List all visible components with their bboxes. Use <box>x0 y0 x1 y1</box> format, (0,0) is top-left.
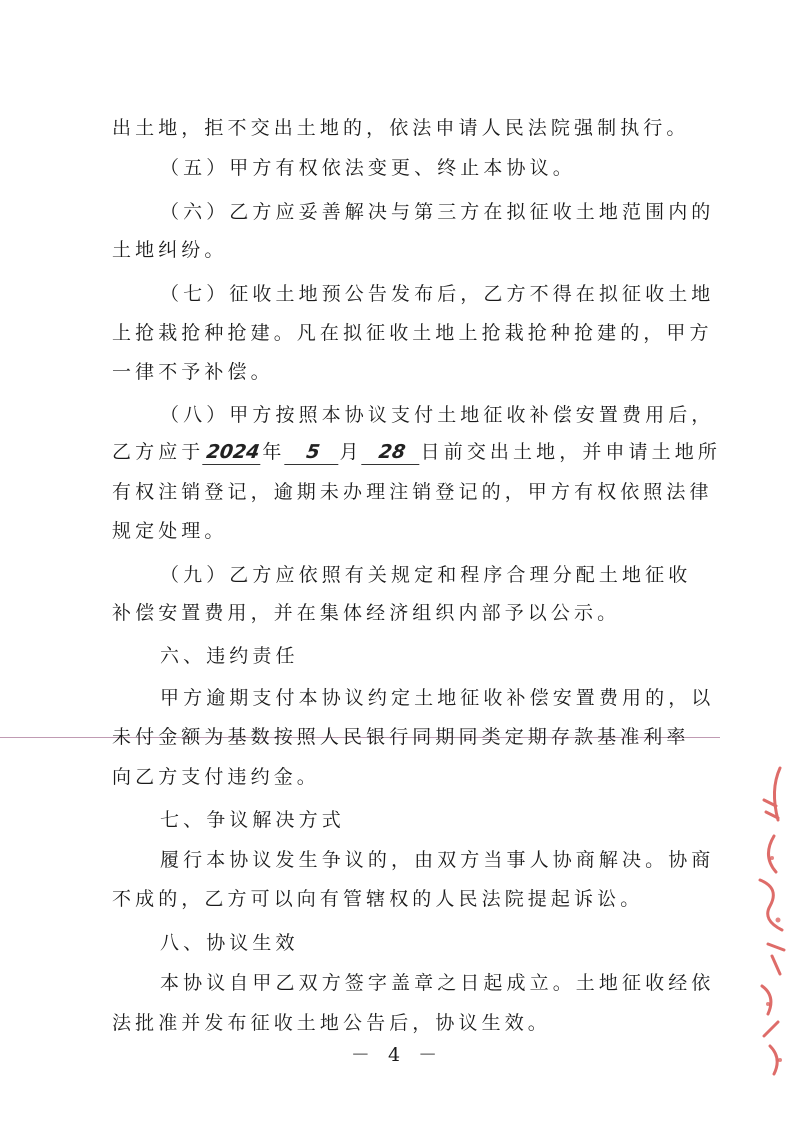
clause-8: （八）甲方按照本协议支付土地征收补偿安置费用后， <box>160 404 715 426</box>
body-line: 上抢栽抢种抢建。凡在拟征收土地上抢栽抢种抢建的，甲方 <box>112 322 713 344</box>
handwritten-year: 2024 <box>203 440 265 465</box>
body-line: 向乙方支付违约金。 <box>112 766 320 788</box>
section-heading-breach: 六、违约责任 <box>160 645 299 667</box>
clause-7: （七）征收土地预公告发布后，乙方不得在拟征收土地 <box>160 283 715 305</box>
year-unit: 年 <box>262 441 286 463</box>
red-seal-edge <box>750 760 794 1080</box>
deadline-line <box>112 440 721 465</box>
body-line: 履行本协议发生争议的，由双方当事人协商解决。协商 <box>160 849 715 871</box>
body-line: 有权注销登记，逾期未办理注销登记的，甲方有权依照法律 <box>112 481 713 503</box>
handwritten-month: 5 <box>284 440 342 465</box>
clause-9: （九）乙方应依照有关规定和程序合理分配土地征收 <box>160 564 692 586</box>
body-line: 法批准并发布征收土地公告后，协议生效。 <box>112 1012 551 1034</box>
body-line: 土地纠纷。 <box>112 239 228 261</box>
section-heading-dispute: 七、争议解决方式 <box>160 809 345 831</box>
section-heading-effect: 八、协议生效 <box>160 932 299 954</box>
page-number: － 4 － <box>350 1044 444 1066</box>
body-line: 甲方逾期支付本协议约定土地征收补偿安置费用的，以 <box>160 687 715 709</box>
clause-6: （六）乙方应妥善解决与第三方在拟征收土地范围内的 <box>160 201 715 223</box>
body-line: 一律不予补偿。 <box>112 361 274 383</box>
body-line: 不成的，乙方可以向有管辖权的人民法院提起诉讼。 <box>112 888 644 910</box>
deadline-suffix: 日前交出土地，并申请土地所 <box>420 441 721 463</box>
month-unit: 月 <box>339 441 363 463</box>
body-line: 出土地，拒不交出土地的，依法申请人民法院强制执行。 <box>112 117 690 139</box>
body-line: 未付金额为基数按照人民银行同期同类定期存款基准利率 <box>112 726 690 748</box>
handwritten-day: 28 <box>361 440 423 465</box>
clause-5: （五）甲方有权依法变更、终止本协议。 <box>160 157 576 179</box>
body-line: 补偿安置费用，并在集体经济组织内部予以公示。 <box>112 602 621 624</box>
deadline-prefix: 乙方应于 <box>112 441 205 463</box>
body-line: 规定处理。 <box>112 520 228 542</box>
body-line: 本协议自甲乙双方签字盖章之日起成立。土地征收经依 <box>160 972 715 994</box>
